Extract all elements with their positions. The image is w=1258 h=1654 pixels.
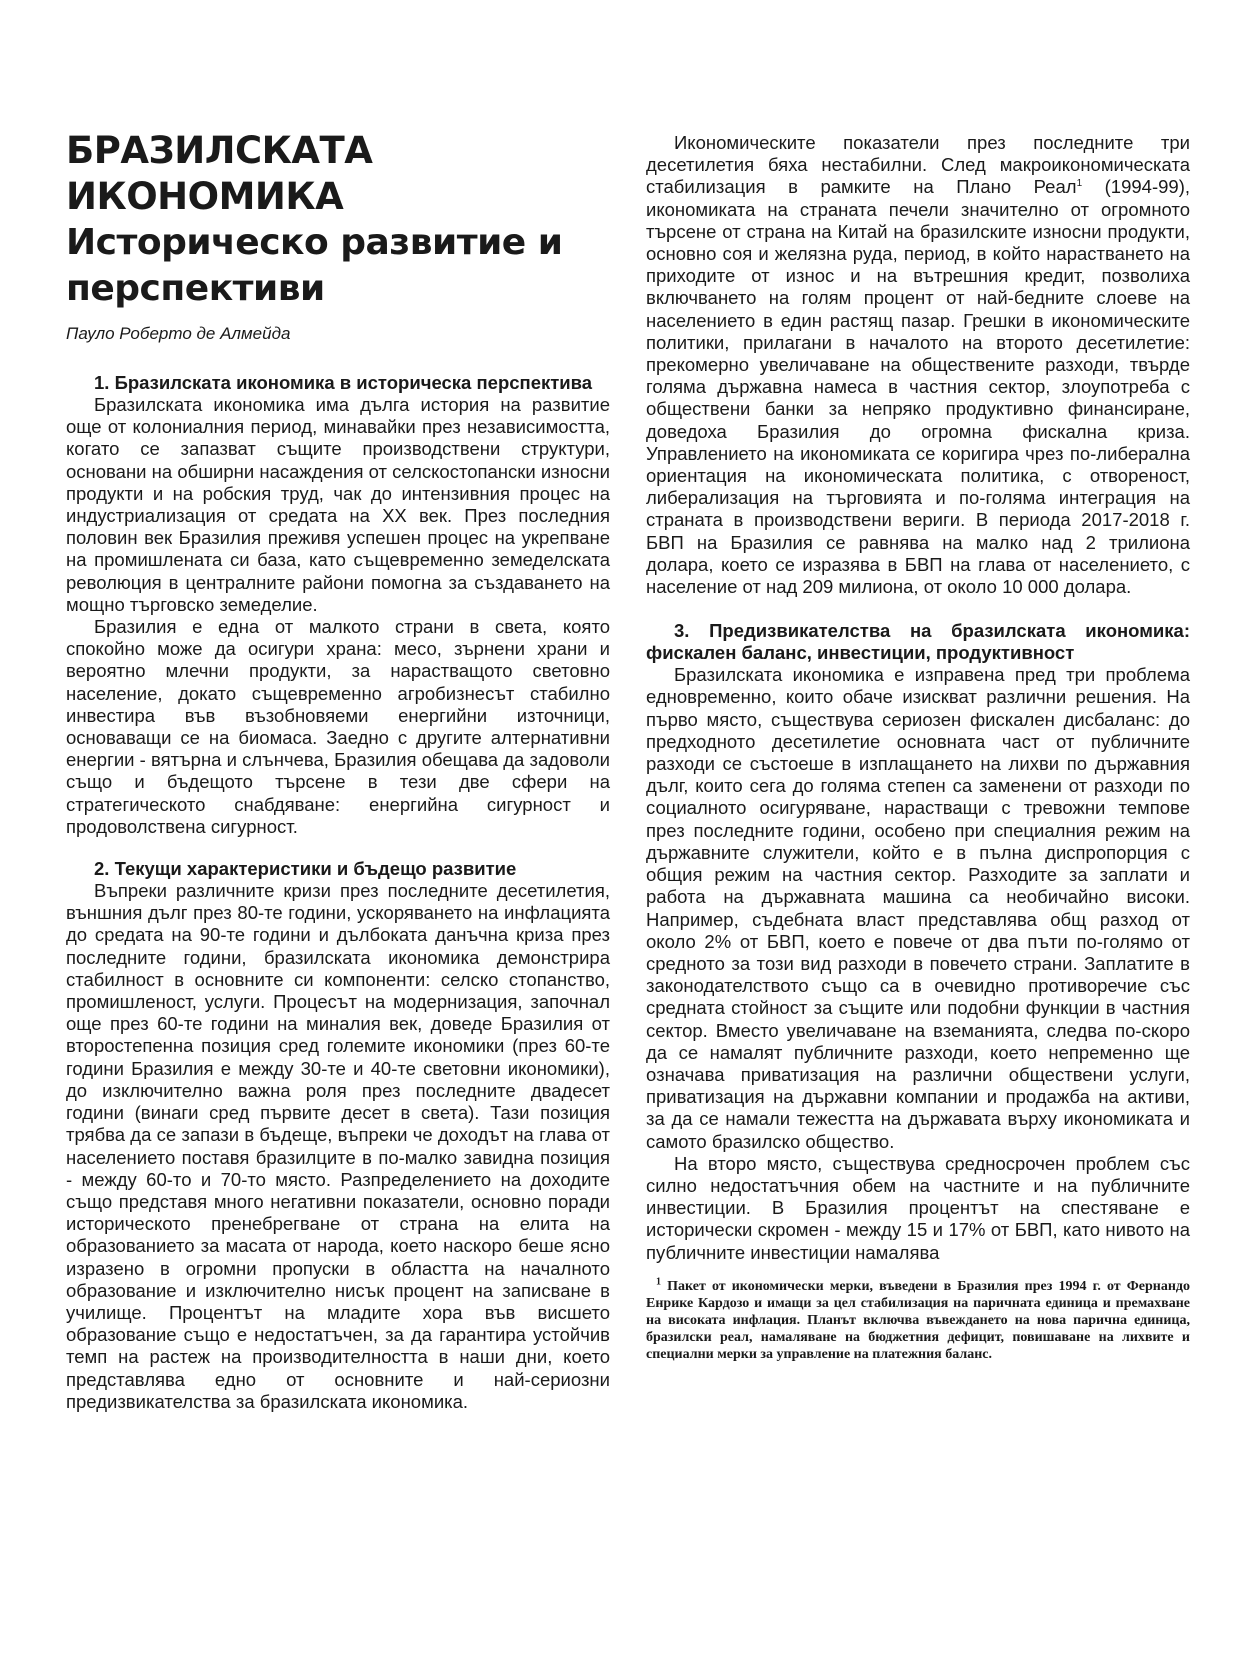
section-2-heading: 2. Текущи характеристики и бъдещо развитие bbox=[94, 858, 517, 880]
document-title: БРАЗИЛСКАТА ИКОНОМИКА bbox=[66, 129, 373, 218]
footnote bbox=[646, 1278, 1190, 1363]
right-column bbox=[646, 132, 1190, 1363]
footnote-marker: 1 bbox=[656, 1276, 661, 1288]
footnote-text: Пакет от икономически мерки, въведени в Бразилия през 1994 г. от Фернандо Енрике Кардозо и имащи за цел стабилизация на паричната единица и премахване на високата инфлация. Планът включва въвеждането на нова парична единица, бразилски реал, намаляване на бюджетния дефицит, повишаване на лихвите и специални мерки за управление на платежния баланс. bbox=[646, 1278, 1191, 1362]
section-1-paragraph: Бразилия е една от малкото страни в света, която спокойно може да осигури храна: месо, зърнени храни и вероятно млечни продукти, за нарастващото световно население, докато същевременно агробизнесът стабилно инвестира във възобновяеми енергийни източници, основаващи се на биомаса. Заедно с другите алтернативни енергии - вятърна и слънчева, Бразилия обещава да задоволи също и бъдещото търсене в тези две сфери на стратегическото снабдяване: енергийна сигурност и продоволствена сигурност. bbox=[66, 616, 610, 837]
section-2-paragraph-part: Икономическите показатели през последните три десетилетия бяха нестабилни. След макроикономическата стабилизация в рамките на Плано Реал bbox=[646, 132, 1190, 198]
section-1-heading: 1. Бразилската икономика в историческа перспектива bbox=[94, 372, 593, 393]
section-2-paragraph bbox=[646, 132, 1190, 598]
section-2-paragraph-part: (1994-99), икономиката на страната печели значително от огромното търсене от страна на Китай на бразилските износни продукти, основно соя и желязна руда, период, в който нарастването на приходите от износ и на вътрешния кредит, позволиха включването на голям процент от най-бедните слоеве на населението в един растящ пазар. Грешки в икономическите политики, прилагани в началото на второто десетилетие: прекомерно увеличаване на обществените разходи, твърде голяма държавна намеса в частния сектор, злоупотреба с обществени банки за непряко продуктивно финансиране, доведоха Бразилия до огромна фискална криза. Управлението на икономиката се коригира чрез по-либерална ориентация на икономическата политика, с отвореност, либерализация на търговията и по-голяма интеграция на страната в производствени вериги. В периода 2017-2018 г. БВП на Бразилия се равнява на малко над 2 трилиона долара, което се изразява в БВП на глава от населението, с население от над 209 милиона, от около 10 000 долара. bbox=[646, 176, 1190, 598]
left-column bbox=[66, 128, 610, 1413]
section-1-paragraph: Бразилската икономика има дълга история на развитие още от колониалния период, минавайки през независимостта, когато се запазват същите производствени структури, основани на обширни насаждения от селскостопански износни продукти и на робския труд, чак до интензивния процес на индустриализация от средата на XX век. През последния половин век Бразилия преживя успешен процес на укрепване на промишлената си база, като същевременно земеделската революция в централните райони помогна за създаването на мощно търговско земеделие. bbox=[66, 394, 610, 615]
section-2-paragraph: Въпреки различните кризи през последните десетилетия, външния дълг през 80-те години, ускоряването на инфлацията до средата на 90-те години и дълбоката данъчна криза през последните години, бразилската икономика демонстрира стабилност в основните си компоненти: селско стопанство, промишленост, услуги. Процесът на модернизация, започнал още през 60-те години на миналия век, доведе Бразилия от второстепенна позиция сред големите икономики (през 60-те години Бразилия е между 30-те и 40-те световни икономики), до изключително важна роля през последните двадесет години (винаги сред първите десет в света). Тази позиция трябва да се запази в бъдеще, въпреки че доходът на глава от населението поставя бразилците в по-малко завидна позиция - между 60-то и 70-то място. Разпределението на доходите също представя много негативни показатели, основно поради историческото пренебрегване от страна на елита на образованието за масата от народа, което наскоро беше ясно изразено в огромни пропуски в областта на началното образование и изключително нисък процент на записване в училище. Процентът на младите хора във висшето образование също е недостатъчен, за да гарантира устойчив темп на растеж на производителността в наши дни, което представлява едно от основните и най-сериозни предизвикателства за бразилската икономика. bbox=[66, 880, 610, 1412]
document-subtitle: Историческо развитие и перспективи bbox=[66, 222, 563, 309]
section-3-paragraph: Бразилската икономика е изправена пред три проблема едновременно, които обаче изискват различни решения. На първо място, съществува сериозен фискален дисбаланс: до предходното десетилетие основната част от публичните разходи се състоеше в изплащането на лихви по държавния дълг, които сега до голяма степен са заменени от разходи по социалното осигуряване, нарастващи с тревожни темпове през последните години, особено при специалния режим на държавните служители, който е в пълна диспропорция с общия режим на частния сектор. Разходите за заплати и работа на държавната машина са необичайно високи. Например, съдебната власт представлява общ разход от около 2% от БВП, което е повече от два пъти по-голямо от средното за този вид разходи в повечето страни. Заплатите в законодателството също са в очевидно противоречие със средната стойност за същите или подобни функции в частния сектор. Вместо увеличаване на вземанията, следва по-скоро да се намалят публичните разходи, което непременно ще означава приватизация на различни обществени услуги, приватизация на държавни компании и продажба на активи, за да се намали тежестта на държавата върху икономиката и самото бразилско общество. bbox=[646, 664, 1190, 1152]
author-name: Пауло Роберто де Алмейда bbox=[66, 324, 291, 343]
footnote-reference[interactable]: 1 bbox=[1076, 178, 1083, 190]
section-3-paragraph: На второ място, съществува средносрочен проблем със силно недостатъчния обем на частните и на публичните инвестиции. В Бразилия процентът на спестяване е исторически скромен - между 15 и 17% от БВП, като нивото на публичните инвестиции намалява bbox=[646, 1152, 1190, 1263]
section-3-heading: 3. Предизвикателства на бразилската икономика: фискален баланс, инвестиции, продуктивност bbox=[646, 620, 1190, 664]
